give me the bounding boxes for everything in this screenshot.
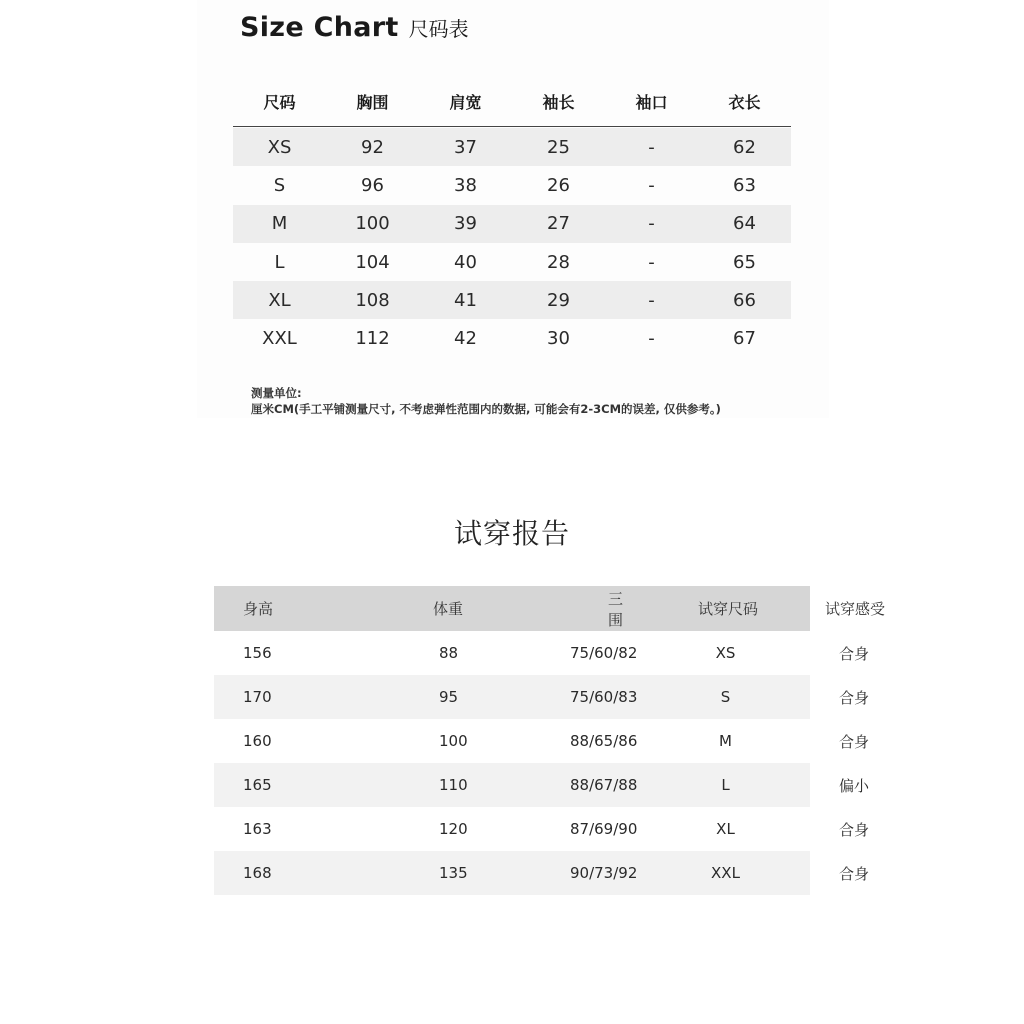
size-chart-row <box>233 166 791 204</box>
fit-report-row <box>214 763 870 807</box>
size-chart-cell: - <box>648 328 655 350</box>
fit-report-cell: 合身 <box>839 864 870 883</box>
size-chart-cell: 26 <box>547 174 570 196</box>
size-chart-row <box>233 319 791 357</box>
fit-report-header-cell: 身高 <box>243 600 274 618</box>
size-chart-cell: 64 <box>733 213 756 235</box>
fit-report-cell: 合身 <box>839 688 870 707</box>
size-chart-cell: 29 <box>547 289 570 311</box>
size-chart-cell: 38 <box>454 174 477 196</box>
size-chart-cell: L <box>274 251 285 273</box>
measurement-note-unit-label: 测量单位: <box>251 386 302 400</box>
size-chart-cell: 63 <box>733 174 756 196</box>
fit-report-cell: 100 <box>439 732 468 750</box>
size-chart-body <box>233 128 791 358</box>
fit-report-cell: 75/60/83 <box>570 688 638 706</box>
size-chart-row <box>233 281 791 319</box>
fit-report-cell: 120 <box>439 820 468 838</box>
size-chart-cell: 62 <box>733 136 756 158</box>
fit-report-cell: 168 <box>243 864 272 882</box>
size-chart-cell: 104 <box>355 251 390 273</box>
fit-report-cell: 160 <box>243 732 272 750</box>
fit-report-title: 试穿报告 <box>453 517 570 550</box>
size-chart-cell: 67 <box>733 328 756 350</box>
fit-report-cell: 88 <box>439 644 459 662</box>
size-chart-cell: XXL <box>262 328 297 350</box>
fit-report-header-cell: 试穿感受 <box>825 600 886 618</box>
fit-report-cell: 163 <box>243 820 272 838</box>
fit-report-cell: 88/65/86 <box>570 732 638 750</box>
size-chart-cell: - <box>648 136 655 158</box>
size-chart-cell: - <box>648 213 655 235</box>
measurement-note-text: 厘米CM(手工平铺测量尺寸, 不考虑弹性范围内的数据, 可能会有2-3CM的误差, 仅供参考。) <box>251 402 721 416</box>
measurement-note <box>251 385 721 417</box>
size-chart-header-cell: 胸围 <box>356 92 389 112</box>
size-chart-cell: 65 <box>733 251 756 273</box>
fit-report-cell: 88/67/88 <box>570 776 638 794</box>
fit-report-cell: S <box>720 688 731 706</box>
size-chart-row <box>233 128 791 166</box>
size-chart-cell: 100 <box>355 213 390 235</box>
size-chart-cell: 66 <box>733 289 756 311</box>
size-chart-cell: XS <box>267 136 292 158</box>
fit-report-cell: M <box>719 732 732 750</box>
fit-report-cell: XS <box>715 644 736 662</box>
size-chart-cell: S <box>273 174 286 196</box>
fit-report-cell: 135 <box>439 864 468 882</box>
fit-report-cell: 合身 <box>839 820 870 839</box>
size-chart-cell: 112 <box>355 328 390 350</box>
fit-report-cell: 110 <box>439 776 468 794</box>
fit-report-cell: 75/60/82 <box>570 644 638 662</box>
size-chart-cell: - <box>648 174 655 196</box>
fit-report-cell: 156 <box>243 644 272 662</box>
fit-report-table <box>214 586 886 895</box>
fit-report-cell: 95 <box>439 688 459 706</box>
size-chart-cell: 37 <box>454 136 477 158</box>
size-chart-header-cell: 衣长 <box>728 92 761 112</box>
size-chart-cell: 92 <box>361 136 384 158</box>
size-chart-title-cn: 尺码表 <box>408 17 469 41</box>
fit-report-row <box>214 675 870 719</box>
fit-report-cell: 170 <box>243 688 272 706</box>
fit-report-row <box>214 719 870 763</box>
fit-report-cell: 90/73/92 <box>570 864 638 882</box>
size-chart-cell: 30 <box>547 328 570 350</box>
fit-report-cell: XXL <box>711 864 740 882</box>
size-chart-title <box>240 12 469 52</box>
fit-report-header-row <box>214 586 886 631</box>
size-chart-cell: - <box>648 289 655 311</box>
size-chart-header-cell: 袖口 <box>635 92 668 112</box>
fit-report-header-cell: 体重 <box>433 600 464 618</box>
fit-report-cell: 165 <box>243 776 272 794</box>
size-chart-cell: 25 <box>547 136 570 158</box>
size-chart-cell: M <box>271 213 288 235</box>
size-chart-cell: 96 <box>361 174 384 196</box>
fit-report-cell: L <box>721 776 730 794</box>
fit-report-row <box>214 631 870 675</box>
size-chart-header-cell: 肩宽 <box>449 92 482 112</box>
size-chart-cell: 28 <box>547 251 570 273</box>
fit-report-cell: 合身 <box>839 644 870 663</box>
fit-report-body <box>214 631 870 895</box>
size-chart-header-cell: 尺码 <box>263 92 296 112</box>
size-chart-cell: 39 <box>454 213 477 235</box>
fit-report-cell: 合身 <box>839 732 870 751</box>
size-chart-header-row <box>233 76 791 127</box>
fit-report-cell: 87/69/90 <box>570 820 638 838</box>
size-chart-cell: 40 <box>454 251 477 273</box>
fit-report-row <box>214 851 870 895</box>
size-chart-title-en: Size Chart <box>240 12 399 43</box>
size-chart-cell: 108 <box>355 289 390 311</box>
size-chart-cell: - <box>648 251 655 273</box>
fit-report-cell: 偏小 <box>839 776 870 795</box>
size-chart-cell: 27 <box>547 213 570 235</box>
size-chart-cell: XL <box>268 289 291 311</box>
size-chart-cell: 42 <box>454 328 477 350</box>
fit-report-cell: XL <box>716 820 735 838</box>
fit-report-header-cell: 试穿尺码 <box>697 600 758 618</box>
size-chart-cell: 41 <box>454 289 477 311</box>
size-chart-row <box>233 205 791 243</box>
fit-report-row <box>214 807 870 851</box>
size-chart-header-cell: 袖长 <box>542 92 575 112</box>
size-chart-row <box>233 243 791 281</box>
size-chart-table <box>233 76 791 358</box>
fit-report-header-cell: 三围 <box>608 589 624 629</box>
